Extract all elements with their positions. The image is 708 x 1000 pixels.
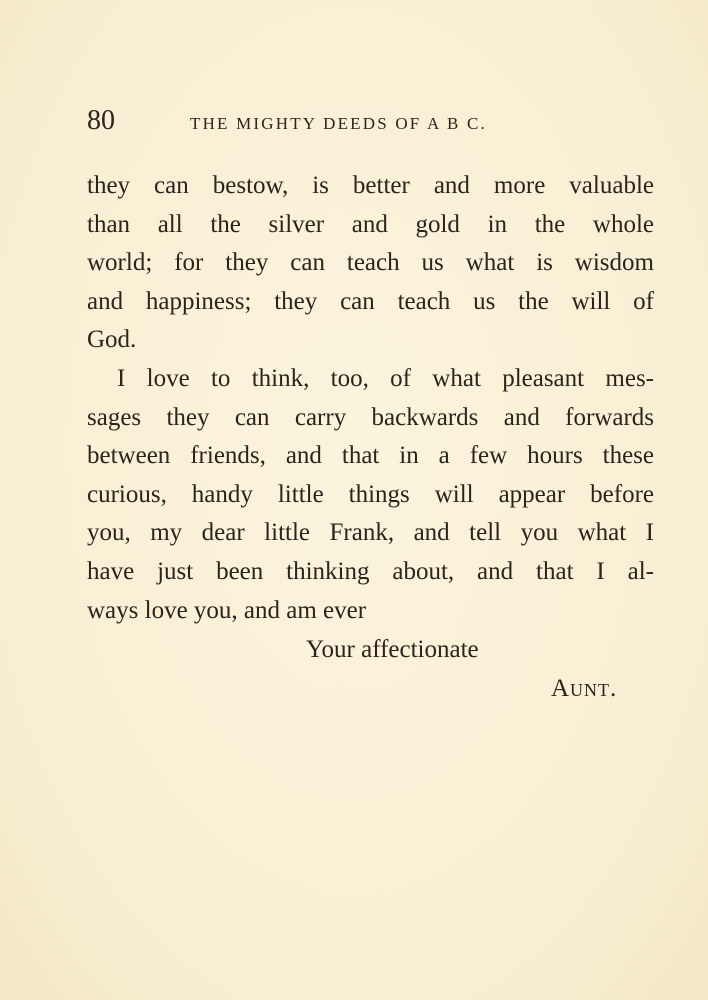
running-head: THE MIGHTY DEEDS OF A B C.	[190, 114, 487, 133]
text-line: they can bestow, is better and more valuable	[87, 172, 654, 199]
page-number: 80	[87, 105, 115, 136]
text-line: God.	[87, 326, 137, 354]
text-line: curious, handy little things will appear before	[87, 480, 654, 508]
body-text	[87, 167, 654, 630]
page-header	[87, 104, 557, 138]
text-line: you, my dear little Frank, and tell you what I	[87, 519, 654, 547]
text-line: and happiness; they can teach us the will of	[87, 287, 654, 315]
text-line: have just been thinking about, and that I al-	[87, 557, 654, 585]
letter-closing: Your affectionate	[306, 636, 479, 663]
text-line: than all the silver and gold in the whole	[87, 210, 654, 238]
text-line: between friends, and that in a few hours these	[87, 442, 654, 470]
paragraph-first-line: I love to think, too, of what pleasant mes-	[117, 364, 654, 392]
text-line: world; for they can teach us what is wisdom	[87, 249, 654, 277]
letter-signature: Aunt.	[551, 675, 618, 702]
text-line: ways love you, and am ever	[87, 596, 367, 624]
text-line: sages they can carry backwards and forwards	[87, 403, 654, 431]
